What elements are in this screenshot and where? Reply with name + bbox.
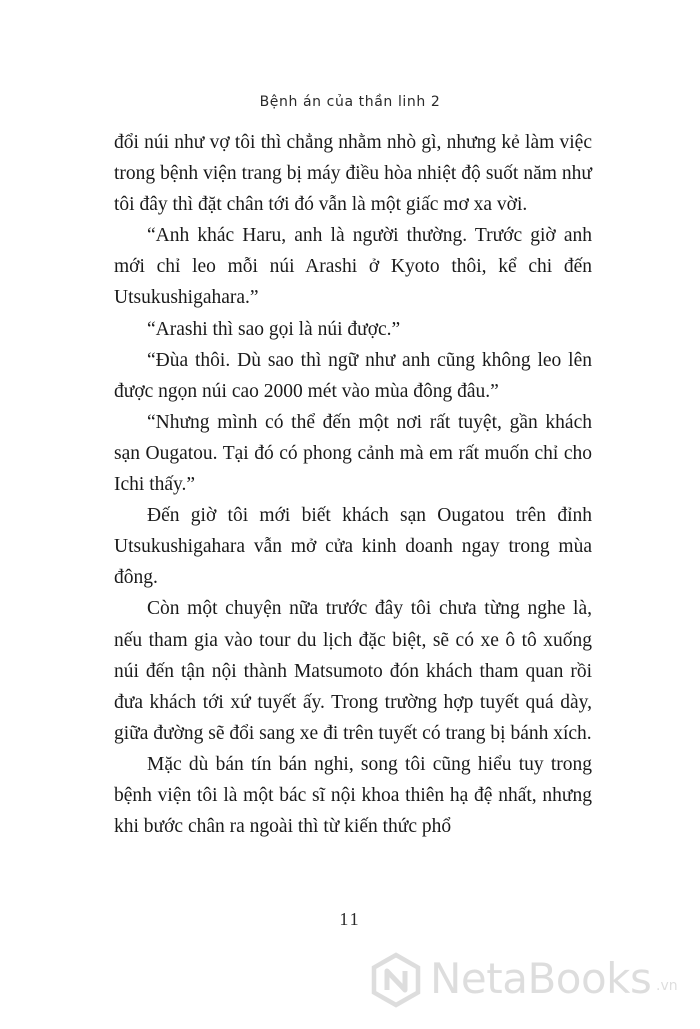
paragraph: đổi núi như vợ tôi thì chẳng nhằm nhò gì, nhưng kẻ làm việc trong bệnh viện trang bị máy điều hòa nhiệt độ suốt năm như tôi đây thì đặt chân tới đó vẫn là một giấc mơ xa vời. [114,132,592,216]
paragraph: “Nhưng mình có thể đến một nơi rất tuyệt, gần khách sạn Ougatou. Tại đó có phong cảnh mà em rất muốn chỉ cho Ichi thấy.” [114,411,592,496]
paragraph: Còn một chuyện nữa trước đây tôi chưa từng nghe là, nếu tham gia vào tour du lịch đặc biệt, sẽ có xe ô tô xuống núi đến tận nội thành Matsumoto đón khách tham quan rồi đưa khách tới xứ tuyết ấy. Trong trường hợp tuyết quá dày, giữa đường sẽ đổi sang xe đi trên tuyết có trang bị bánh xích. [114,598,592,744]
paragraph: Đến giờ tôi mới biết khách sạn Ougatou trên đỉnh Utsukushigahara vẫn mở cửa kinh doanh ngay trong mùa đông. [114,505,592,589]
paragraph: “Đùa thôi. Dù sao thì ngữ như anh cũng không leo lên được ngọn núi cao 2000 mét vào mùa đông đâu.” [114,349,592,402]
watermark [368,950,688,1014]
paragraph: “Anh khác Haru, anh là người thường. Trước giờ anh mới chỉ leo mỗi núi Arashi ở Kyoto thôi, kể chi đến Utsukushigahara.” [114,225,592,309]
paragraph: Mặc dù bán tín bán nghi, song tôi cũng hiểu tuy trong bệnh viện tôi là một bác sĩ nội khoa thiên hạ đệ nhất, nhưng khi bước chân ra ngoài thì từ kiến thức phổ [114,753,592,838]
page-number: 11 [339,909,361,929]
paragraph: “Arashi thì sao gọi là núi được.” [147,318,401,340]
body-text [114,127,592,842]
watermark-suffix: .vn [656,978,678,994]
netabooks-logo-icon [368,952,424,1008]
running-header: Bệnh án của thần linh 2 [259,94,441,110]
watermark-brand: NetaBooks [430,954,652,1003]
